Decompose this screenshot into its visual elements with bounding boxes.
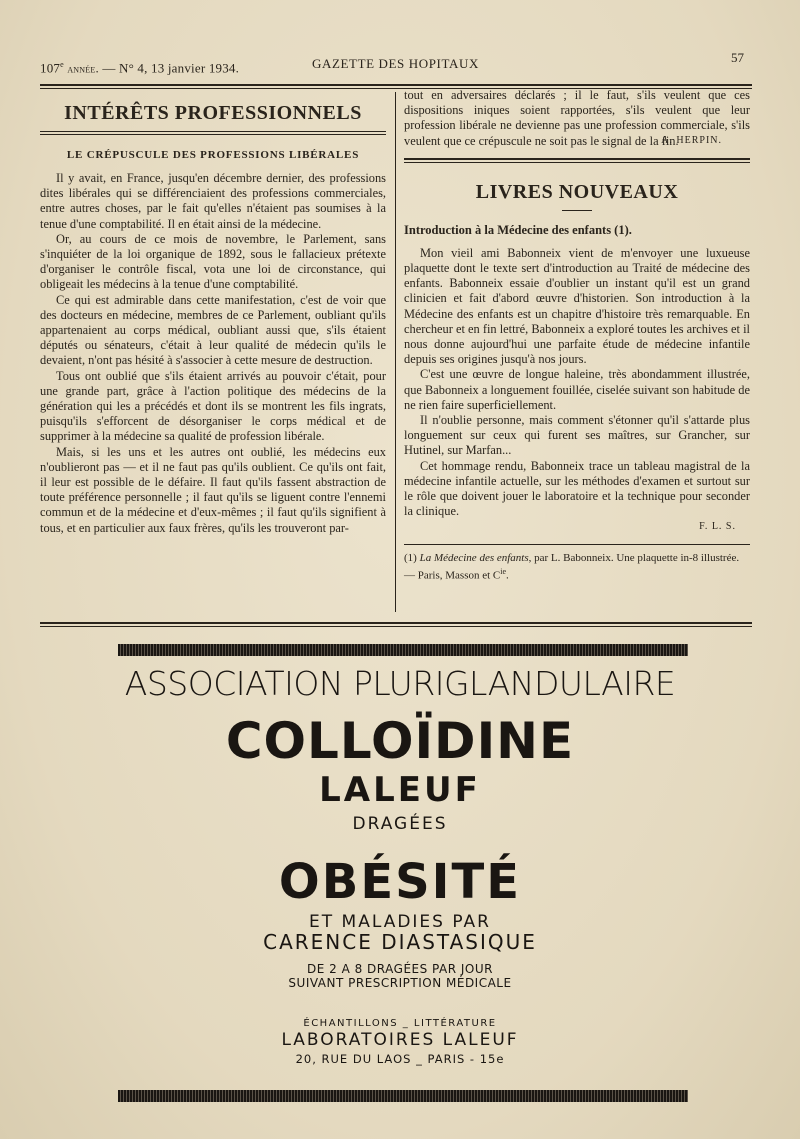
header-rule-top [40,84,752,86]
paragraph: Il n'oublie personne, mais comment s'étonner qu'il s'attarde plus longuement sur ceux qui furent ses maîtres, sur Grancher, sur Hutinel, sur Marfan... [404,413,750,458]
issue-number: 107 [40,60,61,76]
journal-title: GAZETTE DES HOPITAUX [312,56,479,71]
page-header [40,48,752,76]
article-subtitle: LE CRÉPUSCULE DES PROFESSIONS LIBÉRALES [66,149,360,161]
title-underline [562,210,592,211]
ad-form: DRAGÉES [352,814,448,834]
paragraph: Mon vieil ami Babonneix vient de m'envoyer une luxueuse plaquette dont le texte sert d'introduction au Traité de médecine des enfants. Babonneix essaie d'oublier un instant qu'il est un grand clinicien et fait d'abord œuvre d'historien. Son introduction à la Médecine des enfants est un chapitre d'histoire très remarquable. En chercheur et en fin lettré, Babonneix a exploré toutes les archives et il nous donne aujourd'hui une parfaite étude de médecine infantile depuis ses origines jusqu'à nos jours. [404,245,750,367]
footnote-text: , par L. Babonneix. Une plaquette in-8 illustrée. — Paris, Masson et C [404,552,740,583]
paragraph: Ce qui est admirable dans cette manifestation, c'est de voir que des docteurs en médecine, membres de ce Parlement, oubliant qu'ils appartenaient au corps médical, oubliant aussi que, s'ils étaient députés ou sénateurs, c'était à leur qualité de médecin qu'ils le devaient, n'ont pas hésité à s'associer à cette mesure de destruction. [40,292,386,368]
left-column [40,94,386,536]
footnote-end: . [506,570,509,583]
right-column [404,88,750,583]
paragraph: C'est une œuvre de longue haleine, très abondamment illustrée, que Babonneix a longuement fouillée, ciselée suivant son habitude de ne rien faire superficiellement. [404,367,750,412]
section-rule [404,158,750,163]
issue-info [40,60,239,76]
ad-indication: OBÉSITÉ [278,854,522,910]
ad-maker: LALEUF [319,770,481,810]
ad-lab: LABORATOIRES LALEUF [281,1030,519,1050]
ad-samples: ÉCHANTILLONS _ LITTÉRATURE [303,1018,497,1029]
footnote [404,551,750,583]
footnote-sup: ie [500,567,507,577]
ad-band-bottom [118,1090,688,1102]
issue-date: . — N° 4, 13 janvier 1934. [95,60,240,76]
author-signature: A. HERPIN. [661,134,722,146]
ad-brand: COLLOÏDINE [225,712,575,770]
section-title-interets: INTÉRÊTS PROFESSIONNELS [64,102,362,124]
book-title: Introduction à la Médecine des enfants (1). [404,222,632,237]
footnote-book-title: La Médecine des enfants [419,552,529,565]
ad-band-top [118,644,688,656]
ad-dose-2: SUIVANT PRESCRIPTION MÉDICALE [288,976,512,990]
paragraph: Or, au cours de ce mois de novembre, le Parlement, sans s'inquiéter de la loi organique de 1892, sous le fallacieux prétexte d'organiser le contrôle fiscal, vota une loi de circonstance, qui obligeait les médecins à la tenue d'une comptabilité. [40,231,386,292]
section-title-livres: LIVRES NOUVEAUX [475,180,679,203]
ad-rule-bottom [40,626,752,627]
issue-annee: année [67,63,96,76]
issue-sup: e [60,60,64,69]
advertisement [110,642,690,1112]
ad-address: 20, RUE DU LAOS _ PARIS - 15e [295,1052,505,1066]
review-signature: F. L. S. [699,521,736,533]
paragraph: Il y avait, en France, jusqu'en décembre dernier, des professions dites libérales qui se différenciaient des professions commerciales, entre autres choses, par le fait qu'elles n'étaient pas soumises à la tenue d'une comptabilité. Il en était ainsi de la médecine. [40,171,386,231]
paragraph: Cet hommage rendu, Babonneix trace un tableau magistral de la médecine infantile actuelle, sur les méthodes d'examen et surtout sur le rôle que doivent jouer le laboratoire et la technique pour seconder la clinique. [404,458,750,519]
footnote-number: (1) [404,552,417,565]
ad-line-1: ET MALADIES PAR [309,912,491,932]
ad-line-2: CARENCE DIASTASIQUE [263,930,537,954]
page-number: 57 [731,50,744,65]
ad-association: ASSOCIATION PLURIGLANDULAIRE [124,664,676,703]
paragraph: Mais, si les uns et les autres ont oublié, les médecins eux n'oublieront pas — et il ne faut pas qu'ils oublient. Ce qu'ils ont fait, il leur est possible de le défaire. Il faut qu'ils fassent abstraction de toute préférence personnelle ; il faut qu'ils se liguent contre l'ennemi commun et de la médecine et d'eux-mêmes ; il faut qu'ils signifient à tous, et en particulier aux faux frères, qu'ils les trouveront par- [40,444,386,535]
article-continuation: tout en adversaires déclarés ; il le faut, s'ils veulent que ces dispositions iniques soient rapportées, s'ils veulent que leur profession libérale ne devienne pas une profession commerciale, s'ils veulent que ce crépuscule ne soit pas le signal de la fin. [404,88,750,148]
column-divider [395,92,396,612]
footnote-rule [404,544,750,545]
paragraph: Tous ont oublié que s'ils étaient arrivés au pouvoir c'était, pour une grande part, grâce à l'action politique des médecins de la génération qui les a précédés et dont ils se montrent les fils ingrats, puisqu'ils s'efforcent de désorganiser le corps médical et de supprimer à la médecine sa qualité de profession libérale. [40,368,386,444]
title-rule [40,131,386,135]
ad-dose-1: DE 2 A 8 DRAGÉES PAR JOUR [307,962,493,976]
ad-rule-top [40,622,752,624]
